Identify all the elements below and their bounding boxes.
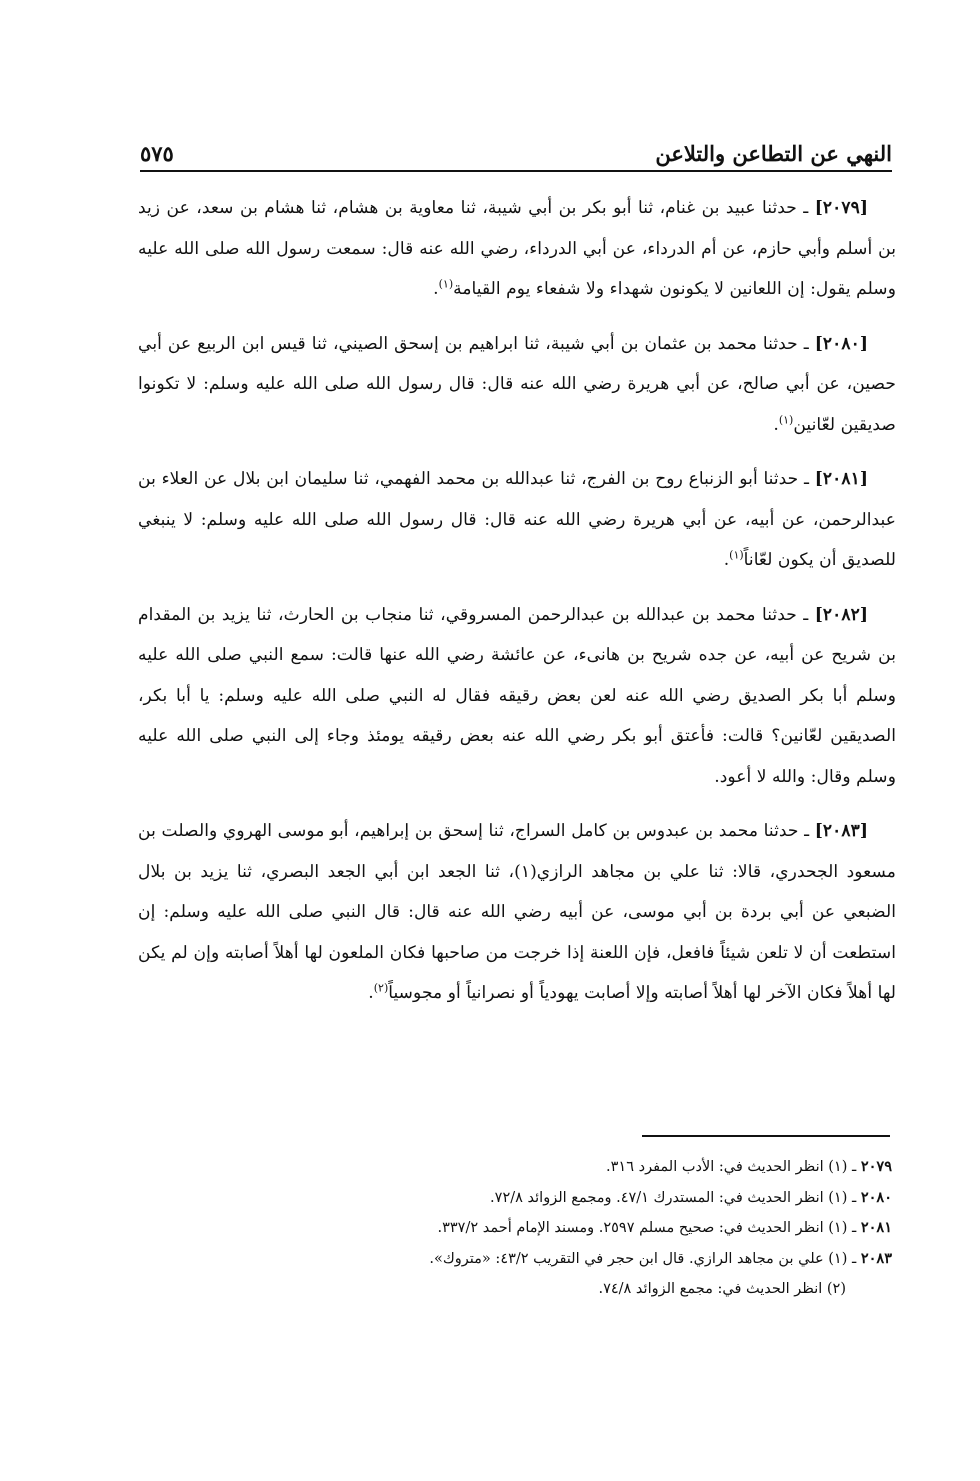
footnote-2080	[138, 1183, 892, 1214]
hadith-2081	[138, 459, 896, 581]
footnote-number: ٢٠٨٣	[860, 1249, 892, 1267]
hadith-end: .	[773, 414, 779, 435]
footnote-reference: (٢)	[373, 981, 389, 995]
footnote-2083	[138, 1244, 892, 1275]
hadith-text: ـ حدثنا محمد بن عثمان بن أبي شيبة، ثنا ابراهيم بن إسحق الصيني، ثنا قيس ابن الربيع عن أبي حصين، عن أبي صالح، عن أبي هريرة رضي الله عنه قال: قال رسول الله صلى الله عليه وسلم: لا تكونوا صديقين لعّانين	[138, 333, 896, 435]
hadith-list	[138, 188, 896, 1028]
hadith-text: ـ حدثنا أبو الزنباع روح بن الفرج، ثنا عبدالله بن محمد الفهمي، ثنا سليمان ابن بلال عن العلاء بن عبدالرحمن، عن أبيه، عن أبي هريرة رضي الله عنه قال: قال رسول الله صلى الله عليه وسلم: لا ينبغي للصديق أن يكون لعّاناً	[138, 469, 896, 570]
footnote-text: ـ (١) انظر الحديث في: صحيح مسلم ٢٥٩٧. ومسند الإمام أحمد ٣٣٧/٢.	[437, 1220, 861, 1236]
running-header	[140, 130, 892, 172]
hadith-end: .	[723, 550, 730, 570]
hadith-text: ـ حدثنا محمد بن عبدوس بن كامل السراج، ثنا إسحق بن إبراهيم، أبو موسى الهروي والصلت بن مسعود الجحدري، قالا: ثنا علي بن مجاهد الرازي(١)، ثنا الجعد ابن أبي الجعد البصري، ثنا يزيد بن بلال الضبعي عن أبي بردة بن أبي موسى، عن أبيه رضي الله عنه قال: قال النبي صلى الله عليه وسلم: إن استطعت أن لا تلعن شيئاً فافعل، فإن اللعنة إذا خرجت من صاحبها فكان الملعون لها أهلاً أصابته وإن لم يكن لها أهلاً فكان الآخر لها أهلاً أصابته وإلا أصابت يهودياً أو نصرانياً أو مجوسياً	[138, 821, 897, 1003]
footnote-reference: (١)	[729, 548, 744, 562]
footnote-reference: (١)	[438, 277, 454, 291]
hadith-2083	[138, 811, 896, 1014]
footnote-divider	[642, 1135, 890, 1137]
footnote-text: ـ (١) انظر الحديث في: الأدب المفرد ٣١٦.	[606, 1159, 861, 1175]
hadith-text: ـ حدثنا محمد بن عبدالله بن عبدالرحمن المسروقي، ثنا منجاب بن الحارث، ثنا يزيد بن المقدام بن شريح عن أبيه، عن جده شريح بن هانىء، عن عائشة رضي الله عنها قالت: سمع النبي صلى الله عليه وسلم أبا بكر الصديق رضي الله عنه لعن بعض رقيقه فقال له النبي صلى الله عليه وسلم: يا أبا بكر، الصديقين لعّانين؟ قالت: فأعتق أبو بكر رضي الله عنه بعض رقيقه يومئذ وجاء إلى النبي صلى الله عليه وسلم وقال: والله لا أعود.	[138, 604, 896, 787]
hadith-number: [٢٠٨٠]	[814, 333, 868, 354]
footnote-number: ٢٠٨١	[860, 1219, 892, 1236]
footnotes	[138, 1152, 892, 1305]
footnote-2079	[138, 1152, 892, 1183]
hadith-number: [٢٠٨٢]	[814, 604, 868, 625]
hadith-2079	[138, 188, 896, 310]
hadith-number: [٢٠٧٩]	[814, 198, 868, 218]
footnote-2083-2	[138, 1274, 892, 1305]
footnote-text: ـ (١) علي بن مجاهد الرازي. قال ابن حجر في التقريب ٤٣/٢: «متروك».	[429, 1250, 861, 1267]
footnote-number: ٢٠٧٩	[860, 1158, 892, 1175]
footnote-text: ـ (١) انظر الحديث في: المستدرك ٤٧/١. ومجمع الزوائد ٧٢/٨.	[490, 1189, 861, 1206]
footnote-text: (٢) انظر الحديث في: مجمع الزوائد ٧٤/٨.	[598, 1281, 846, 1297]
page-number: ٥٧٥	[140, 141, 174, 166]
hadith-number: [٢٠٨١]	[814, 469, 868, 489]
hadith-end: .	[368, 983, 374, 1003]
hadith-2082	[138, 595, 896, 798]
header-title: النهي عن التطاعن والتلاعن	[655, 141, 892, 166]
footnote-reference: (١)	[778, 412, 794, 426]
hadith-text: ـ حدثنا عبيد بن غنام، ثنا أبو بكر بن أبي شيبة، ثنا معاوية بن هشام، ثنا هشام بن سعد، عن زيد بن أسلم وأبي حازم، عن أم الدرداء، عن أبي الدرداء، رضي الله عنه قال: سمعت رسول الله صلى الله عليه وسلم يقول: إن اللعانين لا يكونون شهداء ولا شفعاء يوم القيامة	[138, 198, 896, 299]
hadith-2080	[138, 324, 896, 446]
footnote-number: ٢٠٨٠	[860, 1188, 892, 1206]
footnote-2081	[138, 1213, 892, 1244]
hadith-number: [٢٠٨٣]	[814, 821, 868, 841]
hadith-end: .	[433, 279, 439, 299]
